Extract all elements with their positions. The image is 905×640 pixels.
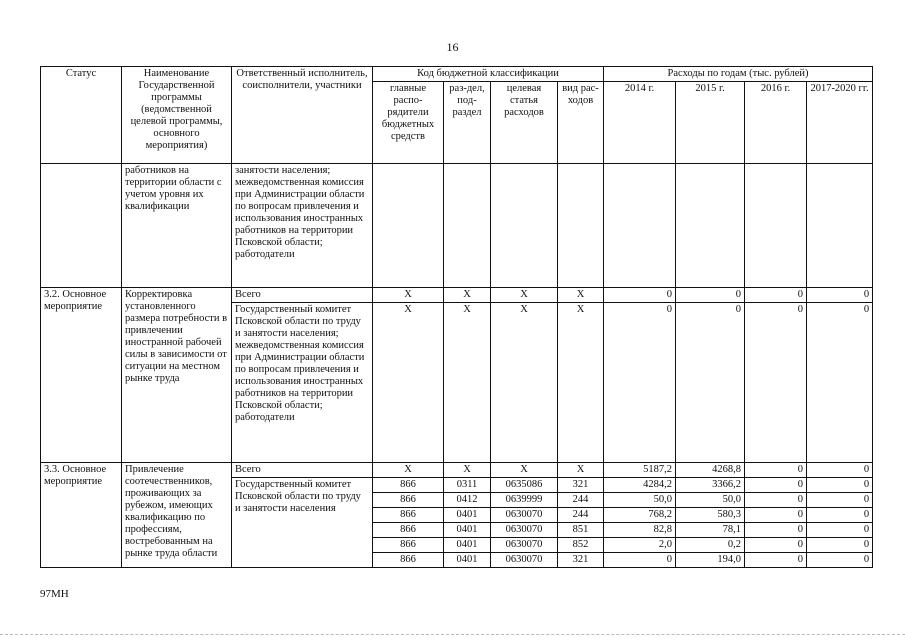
cell-status: 3.3. Основное мероприятие: [41, 463, 122, 568]
cell-2017-2020: 0: [807, 523, 873, 538]
cell-rzpr: 0311: [444, 478, 491, 493]
cell-rzpr: 0401: [444, 538, 491, 553]
cell-2017-2020: 0: [807, 463, 873, 478]
cell-rzpr: 0401: [444, 508, 491, 523]
cell-grbs: 866: [373, 538, 444, 553]
header-budget-code: Код бюджетной классификации: [373, 67, 604, 82]
cell-csr: 0639999: [491, 493, 558, 508]
cell-csr: 0630070: [491, 538, 558, 553]
cell-2015: 0: [676, 288, 745, 303]
cell-2015: 194,0: [676, 553, 745, 568]
cell-grbs: Х: [373, 463, 444, 478]
header-year-2017-2020: 2017-2020 гг.: [807, 82, 873, 164]
cell-grbs: Х: [373, 288, 444, 303]
header-year-2016: 2016 г.: [745, 82, 807, 164]
cell-vr: Х: [558, 303, 604, 463]
cell-rzpr: Х: [444, 463, 491, 478]
cell-name: Корректировка установленного размера потребности в привлечении иностранной рабочей силы в зависимости от ситуации на местном рынке труда: [122, 288, 232, 463]
cell-2016: 0: [745, 508, 807, 523]
cell-vr: 244: [558, 493, 604, 508]
cell-responsible: Всего: [232, 463, 373, 478]
header-responsible: Ответственный исполнитель, соисполнители, участники: [232, 67, 373, 164]
cell-status: 3.2. Основное мероприятие: [41, 288, 122, 463]
header-csr: целевая статья расходов: [491, 82, 558, 164]
cell-grbs: 866: [373, 493, 444, 508]
cell-2015: 3366,2: [676, 478, 745, 493]
cell-2017-2020: 0: [807, 553, 873, 568]
cell-rzpr: Х: [444, 288, 491, 303]
header-name: Наименование Государственной программы (ведомственной целевой программы, основного мероприятия): [122, 67, 232, 164]
cell-2015: 78,1: [676, 523, 745, 538]
cell-grbs: Х: [373, 303, 444, 463]
cell-2015: 4268,8: [676, 463, 745, 478]
cell-2017-2020: 0: [807, 508, 873, 523]
cell-csr: 0630070: [491, 523, 558, 538]
header-year-2015: 2015 г.: [676, 82, 745, 164]
cell-rzpr: 0401: [444, 523, 491, 538]
cell-vr: 321: [558, 553, 604, 568]
cell-responsible: Государственный комитет Псковской области по труду и занятости населения; межведомственная комиссия при Администрации области по вопросам привлечения и использования иностранных работников на территории Псковской области; работодатели: [232, 303, 373, 463]
cell-2014: 768,2: [604, 508, 676, 523]
cell-name: работников на территории области с учетом уровня их квалификации: [122, 164, 232, 288]
table-row: [41, 288, 873, 303]
cell-2017-2020: 0: [807, 493, 873, 508]
cell-status: [41, 164, 122, 288]
budget-table: [40, 66, 873, 568]
cell-vr: Х: [558, 463, 604, 478]
cell-grbs: 866: [373, 478, 444, 493]
cell-csr: Х: [491, 303, 558, 463]
cell-2015: 580,3: [676, 508, 745, 523]
cell-2014: 2,0: [604, 538, 676, 553]
cell-csr: 0630070: [491, 508, 558, 523]
cell-csr: Х: [491, 463, 558, 478]
cell-vr: Х: [558, 288, 604, 303]
table-row: [41, 164, 873, 288]
cell-2017-2020: 0: [807, 288, 873, 303]
cell-vr: 852: [558, 538, 604, 553]
cell-grbs: 866: [373, 523, 444, 538]
page-number: 16: [446, 40, 459, 54]
cell-2016: 0: [745, 553, 807, 568]
cell-2016: 0: [745, 303, 807, 463]
cell-2014: 5187,2: [604, 463, 676, 478]
cell-2016: 0: [745, 523, 807, 538]
cell-grbs: 866: [373, 553, 444, 568]
cell-2017-2020: 0: [807, 538, 873, 553]
header-expenses: Расходы по годам (тыс. рублей): [604, 67, 873, 82]
cell-2014: 4284,2: [604, 478, 676, 493]
cell-vr: 851: [558, 523, 604, 538]
cell-csr: 0635086: [491, 478, 558, 493]
header-year-2014: 2014 г.: [604, 82, 676, 164]
cell-2014: 82,8: [604, 523, 676, 538]
cell-grbs: 866: [373, 508, 444, 523]
cell-2016: 0: [745, 288, 807, 303]
cell-2016: 0: [745, 478, 807, 493]
cell-responsible: Государственный комитет Псковской области по труду и занятости населения: [232, 478, 373, 568]
header-grbs: главные распо-рядители бюджетных средств: [373, 82, 444, 164]
cell-2017-2020: 0: [807, 478, 873, 493]
cell-2014: 50,0: [604, 493, 676, 508]
cell-2014: 0: [604, 553, 676, 568]
cell-rzpr: 0412: [444, 493, 491, 508]
cell-2015: 50,0: [676, 493, 745, 508]
cell-rzpr: Х: [444, 303, 491, 463]
cell-2016: 0: [745, 463, 807, 478]
cell-name: Привлечение соотечественников, проживающих за рубежом, имеющих квалификацию по профессиям, востребованным на рынке труда области: [122, 463, 232, 568]
cell-2016: 0: [745, 493, 807, 508]
page-edge-rule: [0, 634, 905, 635]
header-status: Статус: [41, 67, 122, 164]
cell-2015: 0,2: [676, 538, 745, 553]
cell-2015: 0: [676, 303, 745, 463]
cell-2017-2020: 0: [807, 303, 873, 463]
table-row: [41, 463, 873, 478]
cell-2016: 0: [745, 538, 807, 553]
cell-responsible: занятости населения; межведомственная комиссия при Администрации области по вопросам привлечения и использования иностранных работников на территории Псковской области; работодатели: [232, 164, 373, 288]
cell-rzpr: 0401: [444, 553, 491, 568]
header-rzpr: раз-дел, под-раздел: [444, 82, 491, 164]
cell-2014: 0: [604, 303, 676, 463]
cell-responsible: Всего: [232, 288, 373, 303]
footer-code: 97МН: [40, 588, 69, 600]
cell-csr: 0630070: [491, 553, 558, 568]
cell-csr: Х: [491, 288, 558, 303]
cell-vr: 244: [558, 508, 604, 523]
cell-2014: 0: [604, 288, 676, 303]
header-vr: вид рас-ходов: [558, 82, 604, 164]
cell-vr: 321: [558, 478, 604, 493]
